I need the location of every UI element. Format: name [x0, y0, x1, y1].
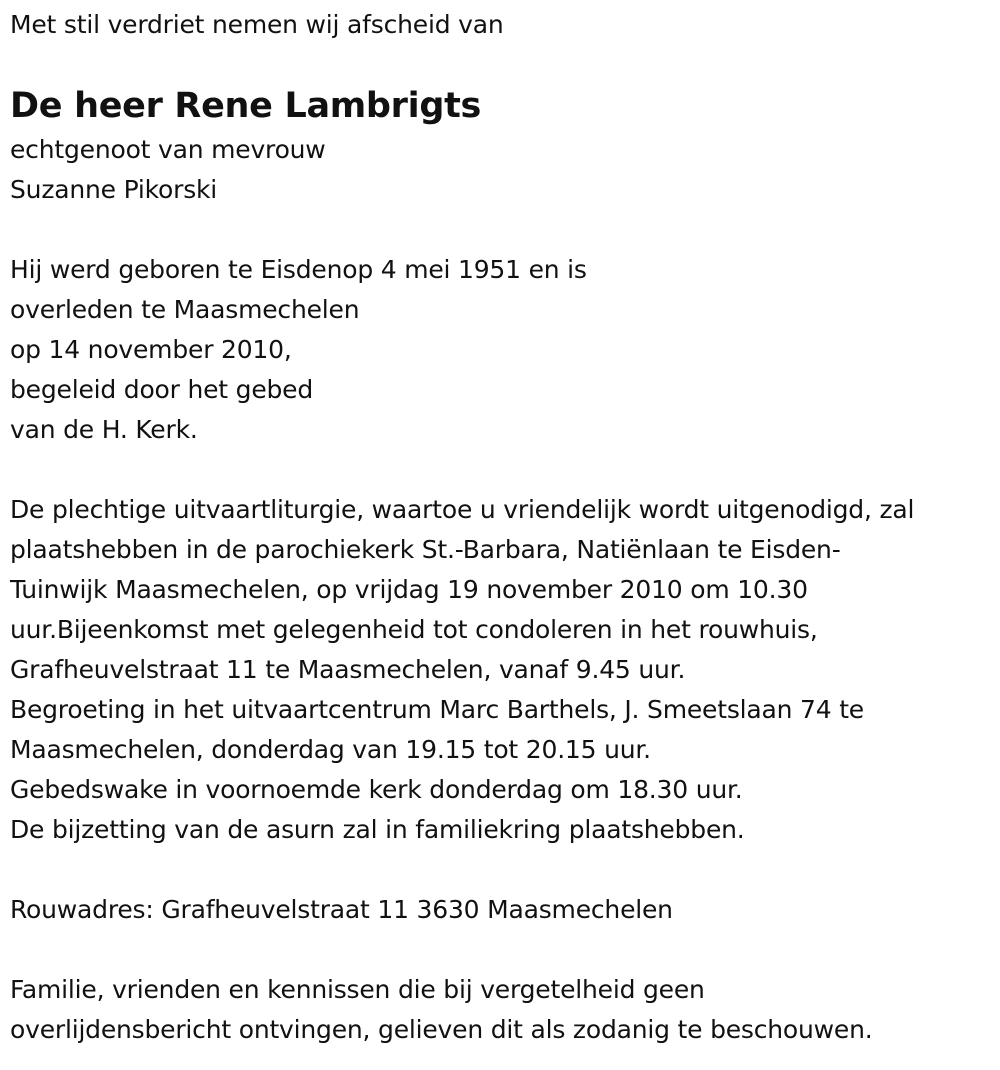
- birth-death-line-4: begeleid door het gebed: [10, 375, 314, 404]
- ceremony-line-3: Tuinwijk Maasmechelen, op vrijdag 19 november 2010 om 10.30: [10, 575, 808, 604]
- ceremony-line-1: De plechtige uitvaartliturgie, waartoe u vriendelijk wordt uitgenodigd, zal: [10, 495, 915, 524]
- mourning-address: Rouwadres: Grafheuvelstraat 11 3630 Maasmechelen: [10, 895, 673, 924]
- birth-death-line-3: op 14 november 2010,: [10, 335, 292, 364]
- intro-text: Met stil verdriet nemen wij afscheid van: [10, 10, 504, 39]
- ceremony-line-9: De bijzetting van de asurn zal in familiekring plaatshebben.: [10, 815, 745, 844]
- spouse-block: [10, 130, 995, 210]
- obituary-notice: [10, 0, 995, 1050]
- ceremony-line-4: uur.Bijeenkomst met gelegenheid tot condoleren in het rouwhuis,: [10, 615, 818, 644]
- ceremony-line-6: Begroeting in het uitvaartcentrum Marc Barthels, J. Smeetslaan 74 te: [10, 695, 864, 724]
- spouse-line-1: echtgenoot van mevrouw: [10, 135, 326, 164]
- birth-death-line-5: van de H. Kerk.: [10, 415, 198, 444]
- ceremony-line-7: Maasmechelen, donderdag van 19.15 tot 20.15 uur.: [10, 735, 651, 764]
- birth-death-line-1: Hij werd geboren te Eisdenop 4 mei 1951 en is: [10, 255, 587, 284]
- closing-block: [10, 970, 995, 1050]
- spouse-line-2: Suzanne Pikorski: [10, 175, 218, 204]
- closing-line-1: Familie, vrienden en kennissen die bij vergetelheid geen: [10, 975, 705, 1004]
- closing-line-2: overlijdensbericht ontvingen, gelieven dit als zodanig te beschouwen.: [10, 1015, 873, 1044]
- ceremony-line-2: plaatshebben in de parochiekerk St.-Barbara, Natiënlaan te Eisden-: [10, 535, 841, 564]
- birth-death-block: [10, 250, 995, 450]
- ceremony-block: [10, 490, 995, 850]
- ceremony-line-8: Gebedswake in voornoemde kerk donderdag om 18.30 uur.: [10, 775, 743, 804]
- deceased-name: De heer Rene Lambrigts: [10, 86, 482, 126]
- birth-death-line-2: overleden te Maasmechelen: [10, 295, 360, 324]
- ceremony-line-5: Grafheuvelstraat 11 te Maasmechelen, vanaf 9.45 uur.: [10, 655, 686, 684]
